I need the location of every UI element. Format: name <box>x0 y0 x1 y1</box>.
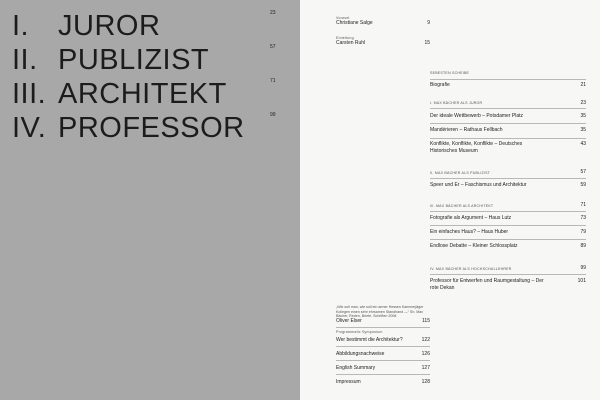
toc-entry: Speer und Er – Faschismus und Architektur <box>430 182 527 188</box>
toc-page: 128 <box>421 379 430 385</box>
toc-page: 43 <box>580 141 586 147</box>
divider <box>430 225 586 226</box>
divider <box>430 274 586 275</box>
divider <box>336 327 430 328</box>
chapter-title: ARCHITEKT <box>58 78 227 110</box>
toc-entry: Der ideale Wettbewerb – Potsdamer Platz <box>430 113 524 119</box>
toc-page: 79 <box>580 229 586 235</box>
chapter-page-number: 71 <box>270 78 276 84</box>
toc-page: 122 <box>421 337 430 343</box>
divider <box>430 239 586 240</box>
toc-entry: Fotografie als Argument – Haus Lutz <box>430 215 512 221</box>
chapter-page-number: 99 <box>270 112 276 118</box>
section-heading: SEBESTEN SCHEIBE <box>430 71 470 75</box>
chapter-heading-1 <box>12 8 282 44</box>
section-page: 23 <box>580 100 586 106</box>
toc-entry: Ein einfaches Haus? – Haus Huber <box>430 229 509 235</box>
toc-page: 35 <box>580 113 586 119</box>
toc-entry: Mandérieren – Rathaus Fellbach <box>430 127 503 133</box>
divider <box>430 178 586 179</box>
section-page: 99 <box>580 265 586 271</box>
intro-name: Christiane Salge <box>336 20 373 26</box>
chapter-heading-4 <box>12 110 282 146</box>
divider <box>430 138 586 139</box>
toc-entry: English Summary <box>336 365 376 371</box>
quote-text: „Wie soll man, wie soll ein armer Hessen Kammerjäger Kollegen einen sehr ehrsamen Standhand —“ Sh. Max Bächer, Reden, Briefe, Schriften 2008 <box>336 305 424 318</box>
toc-entry: Impressum <box>336 379 361 385</box>
toc-page: 127 <box>421 365 430 371</box>
divider <box>430 211 586 212</box>
intro-page: 15 <box>424 40 430 46</box>
divider <box>336 374 430 375</box>
divider <box>336 346 430 347</box>
chapter-title: JUROR <box>58 10 161 42</box>
chapter-numeral: III. <box>12 78 47 110</box>
toc-page: 89 <box>580 243 586 249</box>
section-page: 57 <box>580 169 586 175</box>
toc-page: 73 <box>580 215 586 221</box>
intro-label: Einleitung <box>336 36 354 40</box>
toc-entry: Biografie <box>430 82 450 88</box>
toc-entry: Endlose Debatte – Kleiner Schlossplatz <box>430 243 518 249</box>
chapter-numeral: I. <box>12 10 30 42</box>
toc-entry: Wer bestimmt die Architektur? <box>336 337 403 343</box>
section-page: 71 <box>580 202 586 208</box>
chapter-page-number: 23 <box>270 10 276 16</box>
right-page <box>300 0 600 400</box>
toc-page: 35 <box>580 127 586 133</box>
chapter-numeral: II. <box>12 44 38 76</box>
section-heading: IV. MAX BÄCHER ALS HOCHSCHULLEHRER <box>430 267 512 271</box>
toc-entry: Professor für Entwerfen und Raumgestaltung – Der rote Dekan <box>430 278 544 291</box>
toc-page: 59 <box>580 182 586 188</box>
section-heading: I. MAX BÄCHER ALS JUROR <box>430 101 483 105</box>
chapter-title: PUBLIZIST <box>58 44 210 76</box>
toc-page: 21 <box>580 82 586 88</box>
chapter-numeral: IV. <box>12 112 47 144</box>
intro-page: 9 <box>427 20 430 26</box>
divider <box>430 108 586 109</box>
divider <box>430 123 586 124</box>
chapter-page-number: 57 <box>270 44 276 50</box>
toc-entry: Konflikte, Konflikte, Konflikte – Deutsches Historisches Museum <box>430 141 523 154</box>
quote-author: Oliver Elser <box>336 318 362 324</box>
toc-page: 126 <box>421 351 430 357</box>
section-heading: III. MAX BÄCHER ALS ARCHITEKT <box>430 204 494 208</box>
section-heading: II. MAX BÄCHER ALS PUBLIZIST <box>430 171 491 175</box>
divider <box>336 360 430 361</box>
chapter-title: PROFESSOR <box>58 112 245 144</box>
chapter-heading-2 <box>12 42 282 78</box>
intro-name: Carsten Ruhl <box>336 40 366 46</box>
chapter-heading-3 <box>12 76 282 112</box>
quote-page: 115 <box>422 318 430 324</box>
intro-label: Vorwort <box>336 16 350 20</box>
toc-entry: Abbildungsnachweise <box>336 351 385 357</box>
divider <box>430 79 586 80</box>
closing-label: Programmatic Symposium <box>336 330 383 334</box>
toc-page: 101 <box>577 278 586 284</box>
